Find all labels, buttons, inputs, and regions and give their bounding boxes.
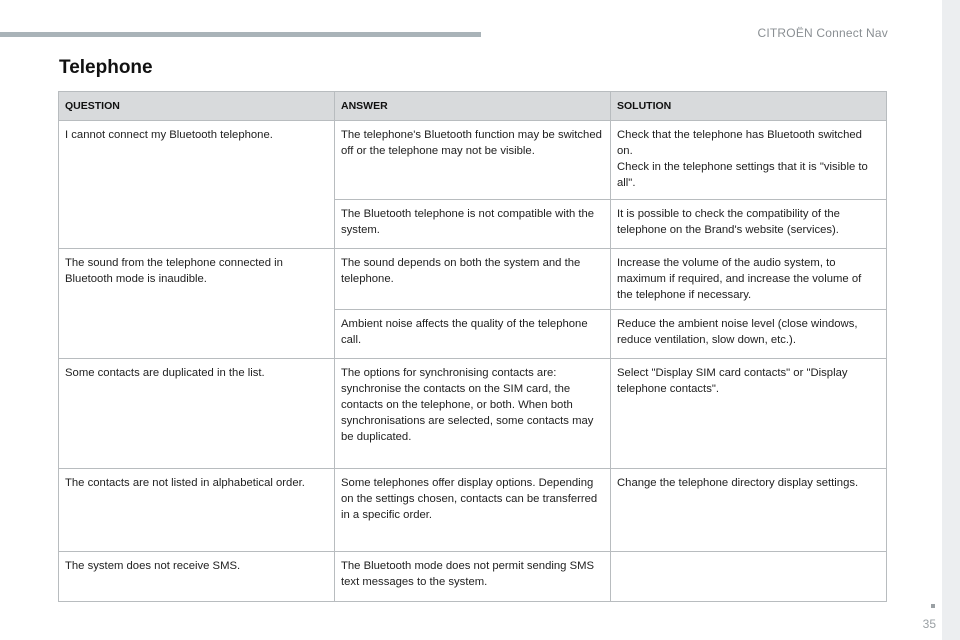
solution-cell: Select "Display SIM card contacts" or "Display telephone contacts".	[611, 359, 887, 469]
solution-cell: Reduce the ambient noise level (close windows, reduce ventilation, slow down, etc.).	[611, 310, 887, 359]
table-row	[59, 249, 887, 310]
solution-cell: It is possible to check the compatibility of the telephone on the Brand's website (services).	[611, 200, 887, 249]
table-row	[59, 469, 887, 552]
solution-cell: Check that the telephone has Bluetooth switched on. Check in the telephone settings that it is "visible to all".	[611, 121, 887, 200]
side-strip	[942, 0, 960, 640]
table-header-row	[59, 92, 887, 121]
table-row	[59, 359, 887, 469]
question-cell: Some contacts are duplicated in the list.	[59, 359, 335, 469]
brand-label: CITROËN Connect Nav	[757, 26, 888, 40]
page-number: 35	[922, 617, 936, 631]
faq-table	[58, 91, 887, 602]
header-rule	[0, 32, 481, 37]
question-cell: I cannot connect my Bluetooth telephone.	[59, 121, 335, 249]
column-header-question: QUESTION	[59, 92, 335, 121]
table-row	[59, 552, 887, 602]
solution-cell: Change the telephone directory display settings.	[611, 469, 887, 552]
question-cell: The contacts are not listed in alphabetical order.	[59, 469, 335, 552]
answer-cell: The sound depends on both the system and the telephone.	[335, 249, 611, 310]
page-title: Telephone	[59, 57, 153, 78]
solution-cell: Increase the volume of the audio system, to maximum if required, and increase the volume of the telephone if necessary.	[611, 249, 887, 310]
solution-cell	[611, 552, 887, 602]
answer-cell: The Bluetooth mode does not permit sending SMS text messages to the system.	[335, 552, 611, 602]
answer-cell: The options for synchronising contacts are: synchronise the contacts on the SIM card, the contacts on the telephone, or both. When both synchronisations are selected, some contacts may be duplicated.	[335, 359, 611, 469]
answer-cell: The telephone's Bluetooth function may be switched off or the telephone may not be visible.	[335, 121, 611, 200]
table-row	[59, 121, 887, 200]
page-dot	[931, 604, 935, 608]
column-header-answer: ANSWER	[335, 92, 611, 121]
column-header-solution: SOLUTION	[611, 92, 887, 121]
answer-cell: Some telephones offer display options. Depending on the settings chosen, contacts can be transferred in a specific order.	[335, 469, 611, 552]
answer-cell: The Bluetooth telephone is not compatible with the system.	[335, 200, 611, 249]
question-cell: The system does not receive SMS.	[59, 552, 335, 602]
answer-cell: Ambient noise affects the quality of the telephone call.	[335, 310, 611, 359]
question-cell: The sound from the telephone connected in Bluetooth mode is inaudible.	[59, 249, 335, 359]
